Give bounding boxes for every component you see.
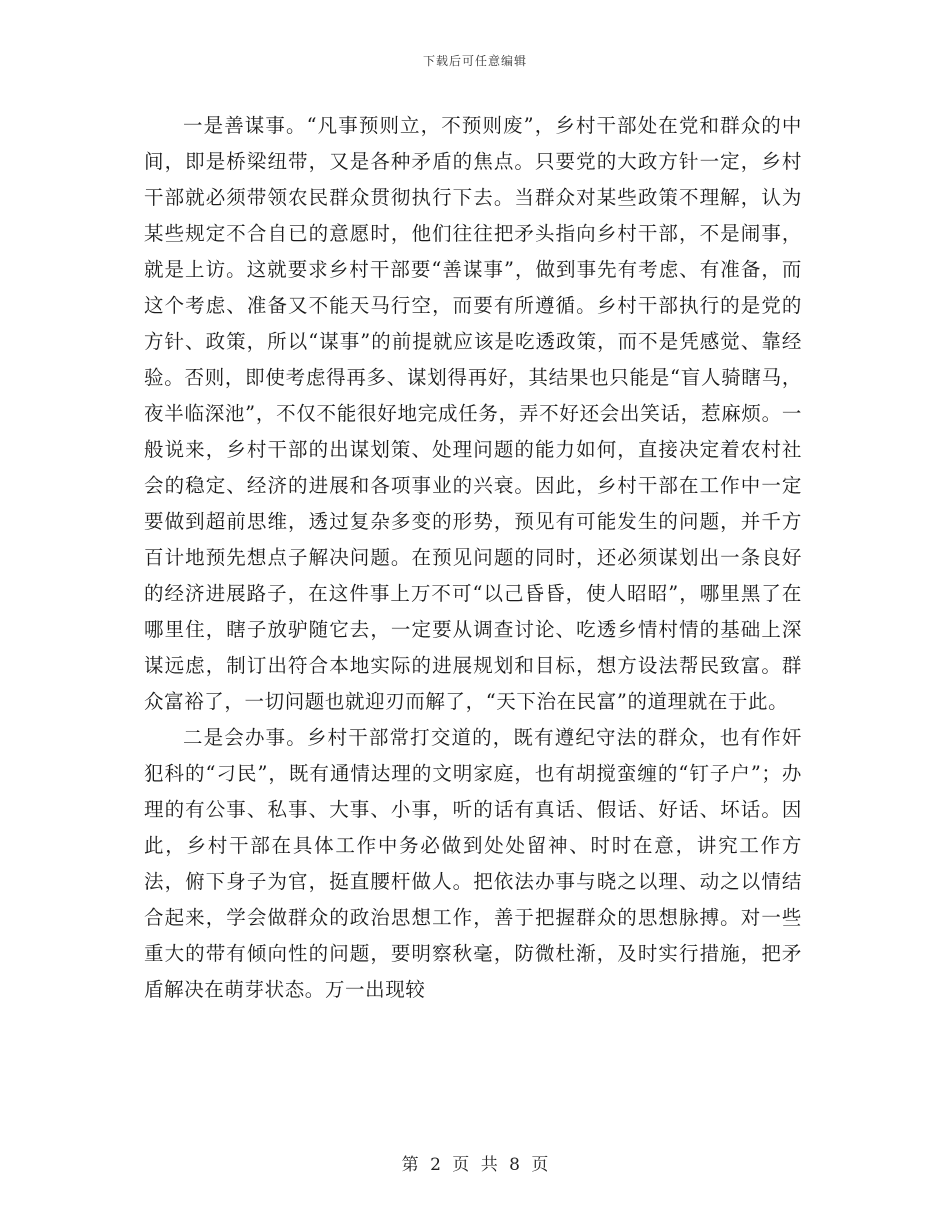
page-header: 下载后可任意编辑 (422, 54, 527, 68)
document-body (144, 108, 802, 1008)
page-number-footer: 第 2 页 共 8 页 (401, 1155, 549, 1175)
paragraph-shan-mou-shi: 一是善谋事。“凡事预则立，不预则废”，乡村干部处在党和群众的中间，即是桥梁纽带，又是各种矛盾的焦点。只要党的大政方针一定，乡村干部就必须带领农民群众贯彻执行下去。当群众对某些政策不理解，认为某些规定不合自已的意愿时，他们往往把矛头指向乡村干部，不是闹事，就是上访。这就要求乡村干部要“善谋事”，做到事先有考虑、有准备，而这个考虑、准备又不能天马行空，而要有所遵循。乡村干部执行的是党的方针、政策，所以“谋事”的前提就应该是吃透政策，而不是凭感觉、靠经验。否则，即使考虑得再多、谋划得再好，其结果也只能是“盲人骑瞎马，夜半临深池”，不仅不能很好地完成任务，弄不好还会出笑话，惹麻烦。一般说来，乡村干部的出谋划策、处理问题的能力如何，直接决定着农村社会的稳定、经济的进展和各项事业的兴衰。因此，乡村干部在工作中一定要做到超前思维，透过复杂多变的形势，预见有可能发生的问题，并千方百计地预先想点子解决问题。在预见问题的同时，还必须谋划出一条良好的经济进展路子，在这件事上万不可“以己昏昏，使人昭昭”，哪里黑了在哪里住，瞎子放驴随它去，一定要从调查讨论、吃透乡情村情的基础上深谋远虑，制订出符合本地实际的进展规划和目标，想方设法帮民致富。群众富裕了，一切问题也就迎刃而解了，“天下治在民富”的道理就在于此。 (144, 114, 802, 713)
paragraph-hui-ban-shi: 二是会办事。乡村干部常打交道的，既有遵纪守法的群众，也有作奸犯科的“刁民”，既有通情达理的文明家庭，也有胡搅蛮缠的“钉子户”；办理的有公事、私事、大事、小事，听的话有真话、假话、好话、坏话。因此，乡村干部在具体工作中务必做到处处留神、时时在意，讲究工作方法，俯下身子为官，挺直腰杆做人。把依法办事与晓之以理、动之以情结合起来，学会做群众的政治思想工作，善于把握群众的思想脉搏。对一些重大的带有倾向性的问题，要明察秋毫，防微杜渐，及时实行措施，把矛盾解决在萌芽状态。万一出现较 (144, 726, 802, 1001)
